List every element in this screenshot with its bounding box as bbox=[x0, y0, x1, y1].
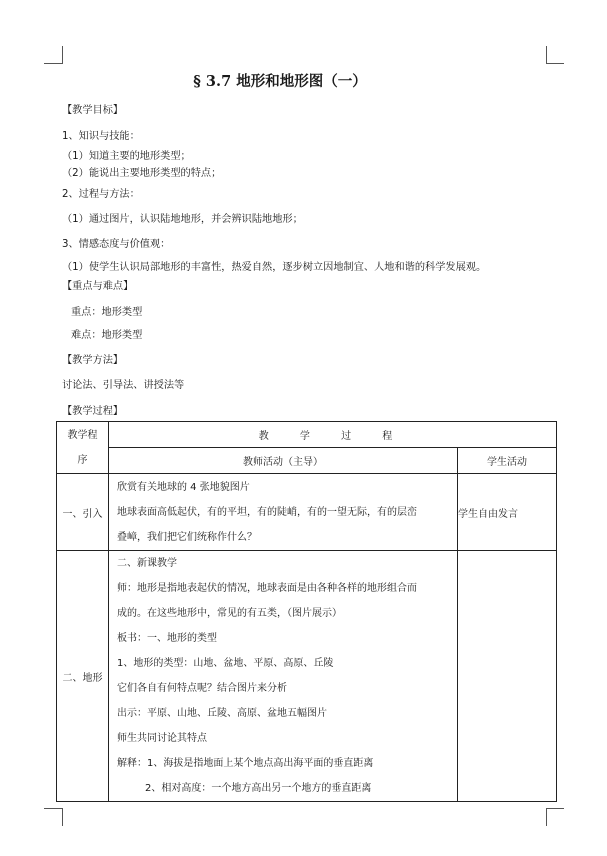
table-line: 出示：平原、山地、丘陵、高原、盆地五幅图片 bbox=[117, 708, 327, 719]
header-procedure-cell bbox=[57, 422, 109, 474]
table-line: 师：地形是指地表起伏的情况，地球表面是由各种各样的地形组合而 bbox=[117, 583, 417, 594]
goal-knowledge-item-1: （1）知道主要的地形类型； bbox=[62, 151, 191, 162]
key-point: 重点：地形类型 bbox=[71, 307, 143, 318]
row-landform-teacher bbox=[109, 551, 458, 802]
crop-mark-top-right-h bbox=[546, 63, 564, 64]
goal-process: 2、过程与方法： bbox=[62, 189, 140, 200]
goal-process-item-1: （1）通过图片，认识陆地地形，并会辨识陆地地形； bbox=[62, 214, 303, 225]
crop-mark-top-right-v bbox=[546, 46, 547, 64]
row-intro-step: 一、引入 bbox=[57, 474, 109, 551]
table-line: 成的。在这些地形中，常见的有五类，（图片展示） bbox=[117, 608, 342, 619]
crop-mark-top-left-h bbox=[44, 63, 62, 64]
section-header-key-points: 【重点与难点】 bbox=[62, 281, 134, 292]
goal-attitude: 3、情感态度与价值观： bbox=[62, 239, 171, 250]
page-title: § 3.7 地形和地形图（一） bbox=[193, 73, 367, 90]
table-line: 2、相对高度：一个地方高出另一个地方的垂直距离 bbox=[145, 783, 372, 794]
crop-mark-bottom-right-h bbox=[546, 808, 564, 809]
crop-mark-bottom-left-h bbox=[44, 808, 62, 809]
row-intro-student: 学生自由发言 bbox=[458, 474, 557, 551]
table-line: 二、新课教学 bbox=[117, 558, 177, 569]
crop-mark-bottom-left-v bbox=[62, 808, 63, 826]
section-header-goals: 【教学目标】 bbox=[62, 105, 124, 116]
row-intro-teacher bbox=[109, 474, 458, 551]
teaching-methods: 讨论法、引导法、讲授法等 bbox=[62, 380, 185, 391]
goal-knowledge-item-2: （2）能说出主要地形类型的特点； bbox=[62, 168, 222, 179]
goal-knowledge: 1、知识与技能： bbox=[62, 131, 140, 142]
table-line: 它们各自有何特点呢？结合图片来分析 bbox=[117, 683, 287, 694]
teaching-process-table bbox=[56, 421, 557, 802]
header-student-activity: 学生活动 bbox=[458, 448, 557, 474]
header-process: 教 学 过 程 bbox=[109, 422, 557, 448]
header-procedure-line-2: 序 bbox=[77, 454, 88, 466]
table-line: 叠嶂，我们把它们统称作什么？ bbox=[117, 531, 257, 543]
header-procedure-line-1: 教学程 bbox=[67, 429, 98, 441]
section-header-methods: 【教学方法】 bbox=[62, 355, 124, 366]
row-landform-step: 二、地形 bbox=[57, 551, 109, 802]
section-header-process: 【教学过程】 bbox=[62, 406, 124, 417]
table-line: 师生共同讨论其特点 bbox=[117, 733, 207, 744]
table-line: 地球表面高低起伏，有的平坦，有的陡峭，有的一望无际，有的层峦 bbox=[117, 506, 417, 518]
goal-attitude-item-1: （1）使学生认识局部地形的丰富性，热爱自然，逐步树立因地制宜、人地和谐的科学发展观。 bbox=[62, 262, 487, 273]
table-line: 解释：1、海拔是指地面上某个地点高出海平面的垂直距离 bbox=[117, 758, 374, 769]
table-line: 1、地形的类型：山地、盆地、平原、高原、丘陵 bbox=[117, 658, 334, 669]
row-landform-student bbox=[458, 551, 557, 802]
crop-mark-top-left-v bbox=[62, 46, 63, 64]
table-line: 板书：一、地形的类型 bbox=[117, 633, 217, 644]
table-line: 欣赏有关地球的 4 张地貌图片 bbox=[117, 481, 250, 493]
header-teacher-activity: 教师活动（主导） bbox=[109, 448, 458, 474]
difficulty-point: 难点：地形类型 bbox=[71, 330, 143, 341]
crop-mark-bottom-right-v bbox=[546, 808, 547, 826]
